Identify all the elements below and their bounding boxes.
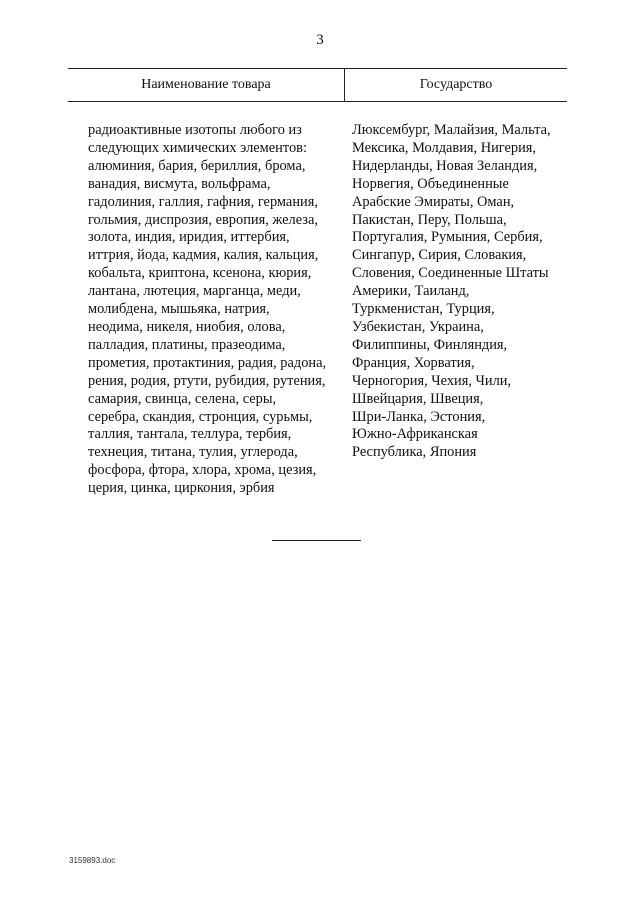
state-line: Сингапур, Сирия, Словакия, <box>352 247 527 264</box>
goods-line: ванадия, висмута, вольфрама, <box>88 175 271 192</box>
goods-line: алюминия, бария, бериллия, брома, <box>88 157 306 174</box>
state-line: Узбекистан, Украина, <box>352 318 484 335</box>
state-line: Пакистан, Перу, Польша, <box>352 211 507 228</box>
state-line: Америки, Таиланд, <box>352 283 470 300</box>
state-line: Туркменистан, Турция, <box>352 301 495 318</box>
goods-line: серебра, скандия, стронция, сурьмы, <box>88 408 313 425</box>
state-line: Норвегия, Объединенные <box>352 175 509 192</box>
state-line: Южно-Африканская <box>352 426 478 443</box>
goods-line: церия, цинка, циркония, эрбия <box>88 480 275 497</box>
state-line: Люксембург, Малайзия, Мальта, <box>352 122 551 138</box>
state-line: Республика, Япония <box>352 444 477 461</box>
goods-line: палладия, платины, празеодима, <box>88 336 286 353</box>
goods-line: гадолиния, галлия, гафния, германия, <box>88 193 318 210</box>
goods-line: таллия, тантала, теллура, тербия, <box>88 426 292 443</box>
state-line: Швейцария, Швеция, <box>352 390 484 407</box>
goods-line: радиоактивные изотопы любого из <box>88 122 302 138</box>
end-of-text-rule <box>272 540 361 541</box>
goods-line: следующих химических элементов: <box>88 139 307 156</box>
table-header-bottom-rule <box>68 101 567 102</box>
goods-line: молибдена, мышьяка, натрия, <box>88 301 270 318</box>
column-header-state: Государство <box>419 77 493 92</box>
page-number: 3 <box>316 32 324 48</box>
document-id: 3159893.doc <box>69 856 116 865</box>
goods-line: рения, родия, ртути, рубидия, рутения, <box>88 372 326 389</box>
goods-column <box>88 122 350 498</box>
goods-line: иттрия, йода, кадмия, калия, кальция, <box>88 247 319 264</box>
goods-line: прометия, протактиния, радия, радона, <box>88 354 327 371</box>
goods-line: кобальта, криптона, ксенона, кюрия, <box>88 265 312 282</box>
goods-line: самария, свинца, селена, серы, <box>88 390 277 407</box>
state-line: Франция, Хорватия, <box>352 354 475 371</box>
state-line: Арабские Эмираты, Оман, <box>352 193 515 210</box>
states-column <box>352 122 582 462</box>
goods-line: фосфора, фтора, хлора, хрома, цезия, <box>88 462 317 479</box>
state-line: Шри-Ланка, Эстония, <box>352 408 486 425</box>
goods-line: технеция, титана, тулия, углерода, <box>88 444 298 461</box>
column-header-goods: Наименование товара <box>141 77 271 92</box>
goods-line: гольмия, диспрозия, европия, железа, <box>88 211 318 228</box>
state-line: Словения, Соединенные Штаты <box>352 265 549 282</box>
state-line: Филиппины, Финляндия, <box>352 336 508 353</box>
state-line: Мексика, Молдавия, Нигерия, <box>352 139 537 156</box>
state-line: Нидерланды, Новая Зеландия, <box>352 157 538 174</box>
state-line: Черногория, Чехия, Чили, <box>352 372 512 389</box>
goods-line: лантана, лютеция, марганца, меди, <box>88 283 301 300</box>
goods-line: неодима, никеля, ниобия, олова, <box>88 318 286 335</box>
table-header-top-rule <box>68 68 567 69</box>
goods-line: золота, индия, иридия, иттербия, <box>88 229 290 246</box>
state-line: Португалия, Румыния, Сербия, <box>352 229 543 246</box>
